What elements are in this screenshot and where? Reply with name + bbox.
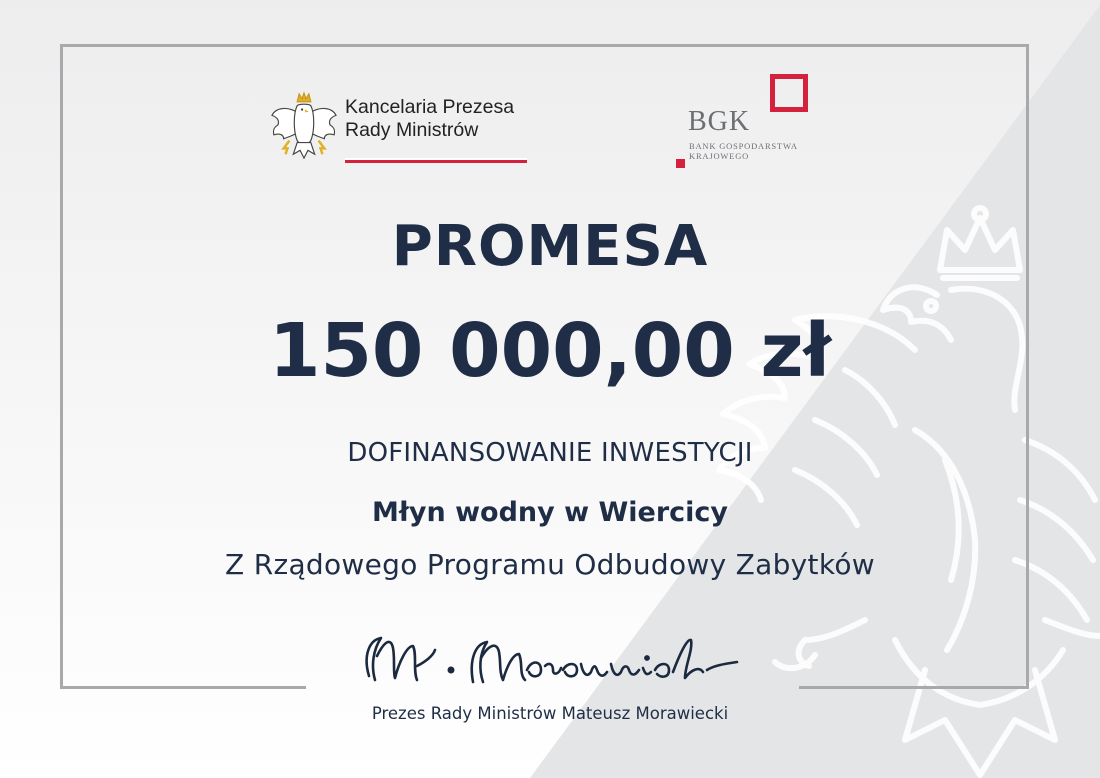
- bgk-sub-line1: BANK GOSPODARSTWA: [689, 141, 798, 151]
- investment-name: Młyn wodny w Wiercicy: [371, 497, 729, 528]
- signer-caption: Prezes Rady Ministrów Mateusz Morawiecki: [371, 704, 729, 723]
- polish-eagle-icon: [270, 92, 338, 164]
- signature-icon: [355, 626, 745, 692]
- bgk-square-icon: [770, 74, 808, 112]
- bgk-logo: [672, 72, 822, 172]
- program-name: Z Rządowego Programu Odbudowy Zabytków: [225, 548, 875, 581]
- bgk-letters: BGK: [688, 106, 751, 137]
- frame-bottom-left: [60, 686, 306, 689]
- kprm-logo: [270, 92, 530, 166]
- bgk-dot-icon: [676, 159, 685, 168]
- kprm-line2: Rady Ministrów: [345, 119, 479, 141]
- kprm-line1: Kancelaria Prezesa: [345, 96, 515, 118]
- bgk-subtitle: [689, 141, 798, 161]
- frame-bottom-right: [799, 686, 1029, 689]
- document-title: PROMESA: [391, 214, 709, 279]
- grant-amount: 150 000,00 zł: [268, 308, 832, 394]
- bgk-sub-line2: KRAJOWEGO: [689, 151, 750, 161]
- kprm-flag-line: [345, 158, 527, 163]
- grant-subtitle: DOFINANSOWANIE INWESTYCJI: [347, 438, 753, 468]
- kprm-name: [345, 96, 514, 142]
